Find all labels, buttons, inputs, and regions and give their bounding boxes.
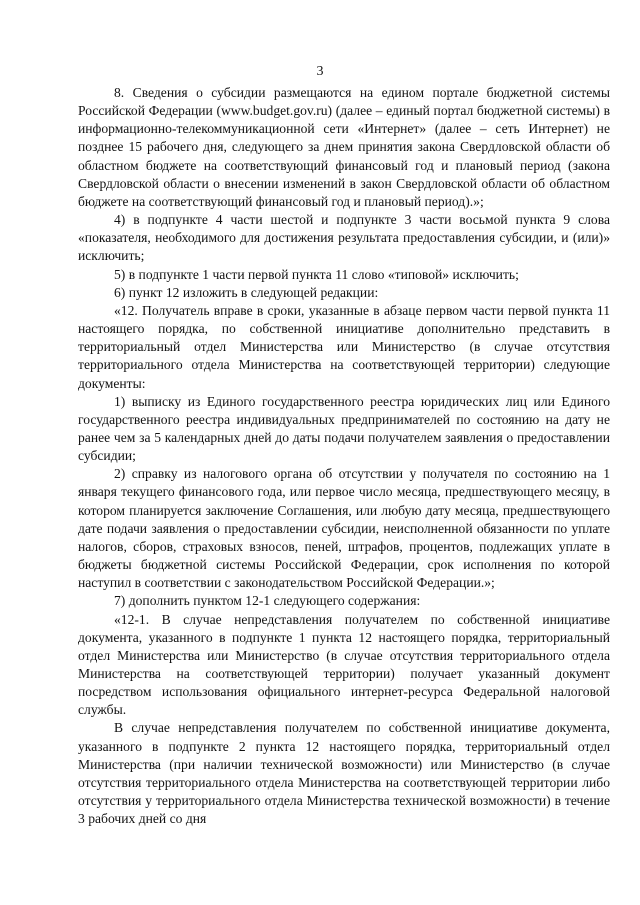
paragraph-item-12-sub-2: 2) справку из налогового органа об отсутствии у получателя по состоянию на 1 января текущего финансового года, или первое число месяца, предшествующего месяцу, в котором планируется заключение Соглашения, или любую дату месяца, предшествующего дате подачи заявления о предоставлении субсидии, неисполненной обязанности по уплате налогов, сборов, страховых взносов, пеней, штрафов, процентов, подлежащих уплате в бюджеты бюджетной системы Российской Федерации, срок исполнения по которой наступил в соответствии с законодательством Российской Федерации.»;: [78, 466, 610, 591]
paragraph-item-12-1-continued: В случае непредставления получателем по собственной инициативе документа, указанного в подпункте 2 пункта 12 настоящего порядка, территориальный отдел Министерства (при наличии технической возможности) или Министерство (в случае отсутствия территориального отдела Министерства на соответствующей территории либо отсутствия у территориального отдела Министерства технической возможности) в течение 3 рабочих дней со дня: [78, 720, 610, 827]
paragraph-subpoint-4: 4) в подпункте 4 части шестой и подпункте 3 части восьмой пункта 9 слова «показателя, необходимого для достижения результата предоставления субсидии, и (или)» исключить;: [78, 212, 610, 264]
paragraph-item-12-sub-1: 1) выписку из Единого государственного реестра юридических лиц или Единого государственного реестра индивидуальных предпринимателей по состоянию на дату не ранее чем за 5 календарных дней до даты подачи получателем заявления о предоставлении субсидии;: [78, 393, 610, 464]
page-number: 3: [316, 64, 324, 79]
document-body: [78, 84, 610, 828]
paragraph-subpoint-6: 6) пункт 12 изложить в следующей редакции:: [114, 284, 379, 300]
paragraph-subpoint-7: 7) дополнить пунктом 12-1 следующего содержания:: [114, 593, 421, 609]
paragraph-subpoint-5: 5) в подпункте 1 части первой пункта 11 слово «типовой» исключить;: [114, 266, 519, 282]
paragraph-item-8: 8. Сведения о субсидии размещаются на едином портале бюджетной системы Российской Федерации (www.budget.gov.ru) (далее – единый портал бюджетной системы) в информационно-телекоммуникационной сети «Интернет» (далее – сеть Интернет) не позднее 15 рабочего дня, следующего за днем принятия закона Свердловской области об областном бюджете на соответствующий финансовый год и плановый период (закона Свердловской области о внесении изменений в закон Свердловской области об областном бюджете на соответствующий финансовый год и плановый период).»;: [78, 85, 610, 209]
paragraph-item-12: «12. Получатель вправе в сроки, указанные в абзаце первом части первой пункта 11 настоящего порядка, по собственной инициативе дополнительно представить в территориальный отдел Министерства или Министерство (в случае отсутствия территориального отдела Министерства на соответствующей территории) следующие документы:: [78, 302, 610, 391]
paragraph-item-12-1: «12-1. В случае непредставления получателем по собственной инициативе документа, указанного в подпункте 1 пункта 12 настоящего порядка, территориальный отдел Министерства или Министерство (в случае отсутствия территориального отдела Министерства на соответствующей территории) получает указанный документ посредством использования официального интернет-ресурса Федеральной налоговой службы.: [78, 611, 610, 718]
